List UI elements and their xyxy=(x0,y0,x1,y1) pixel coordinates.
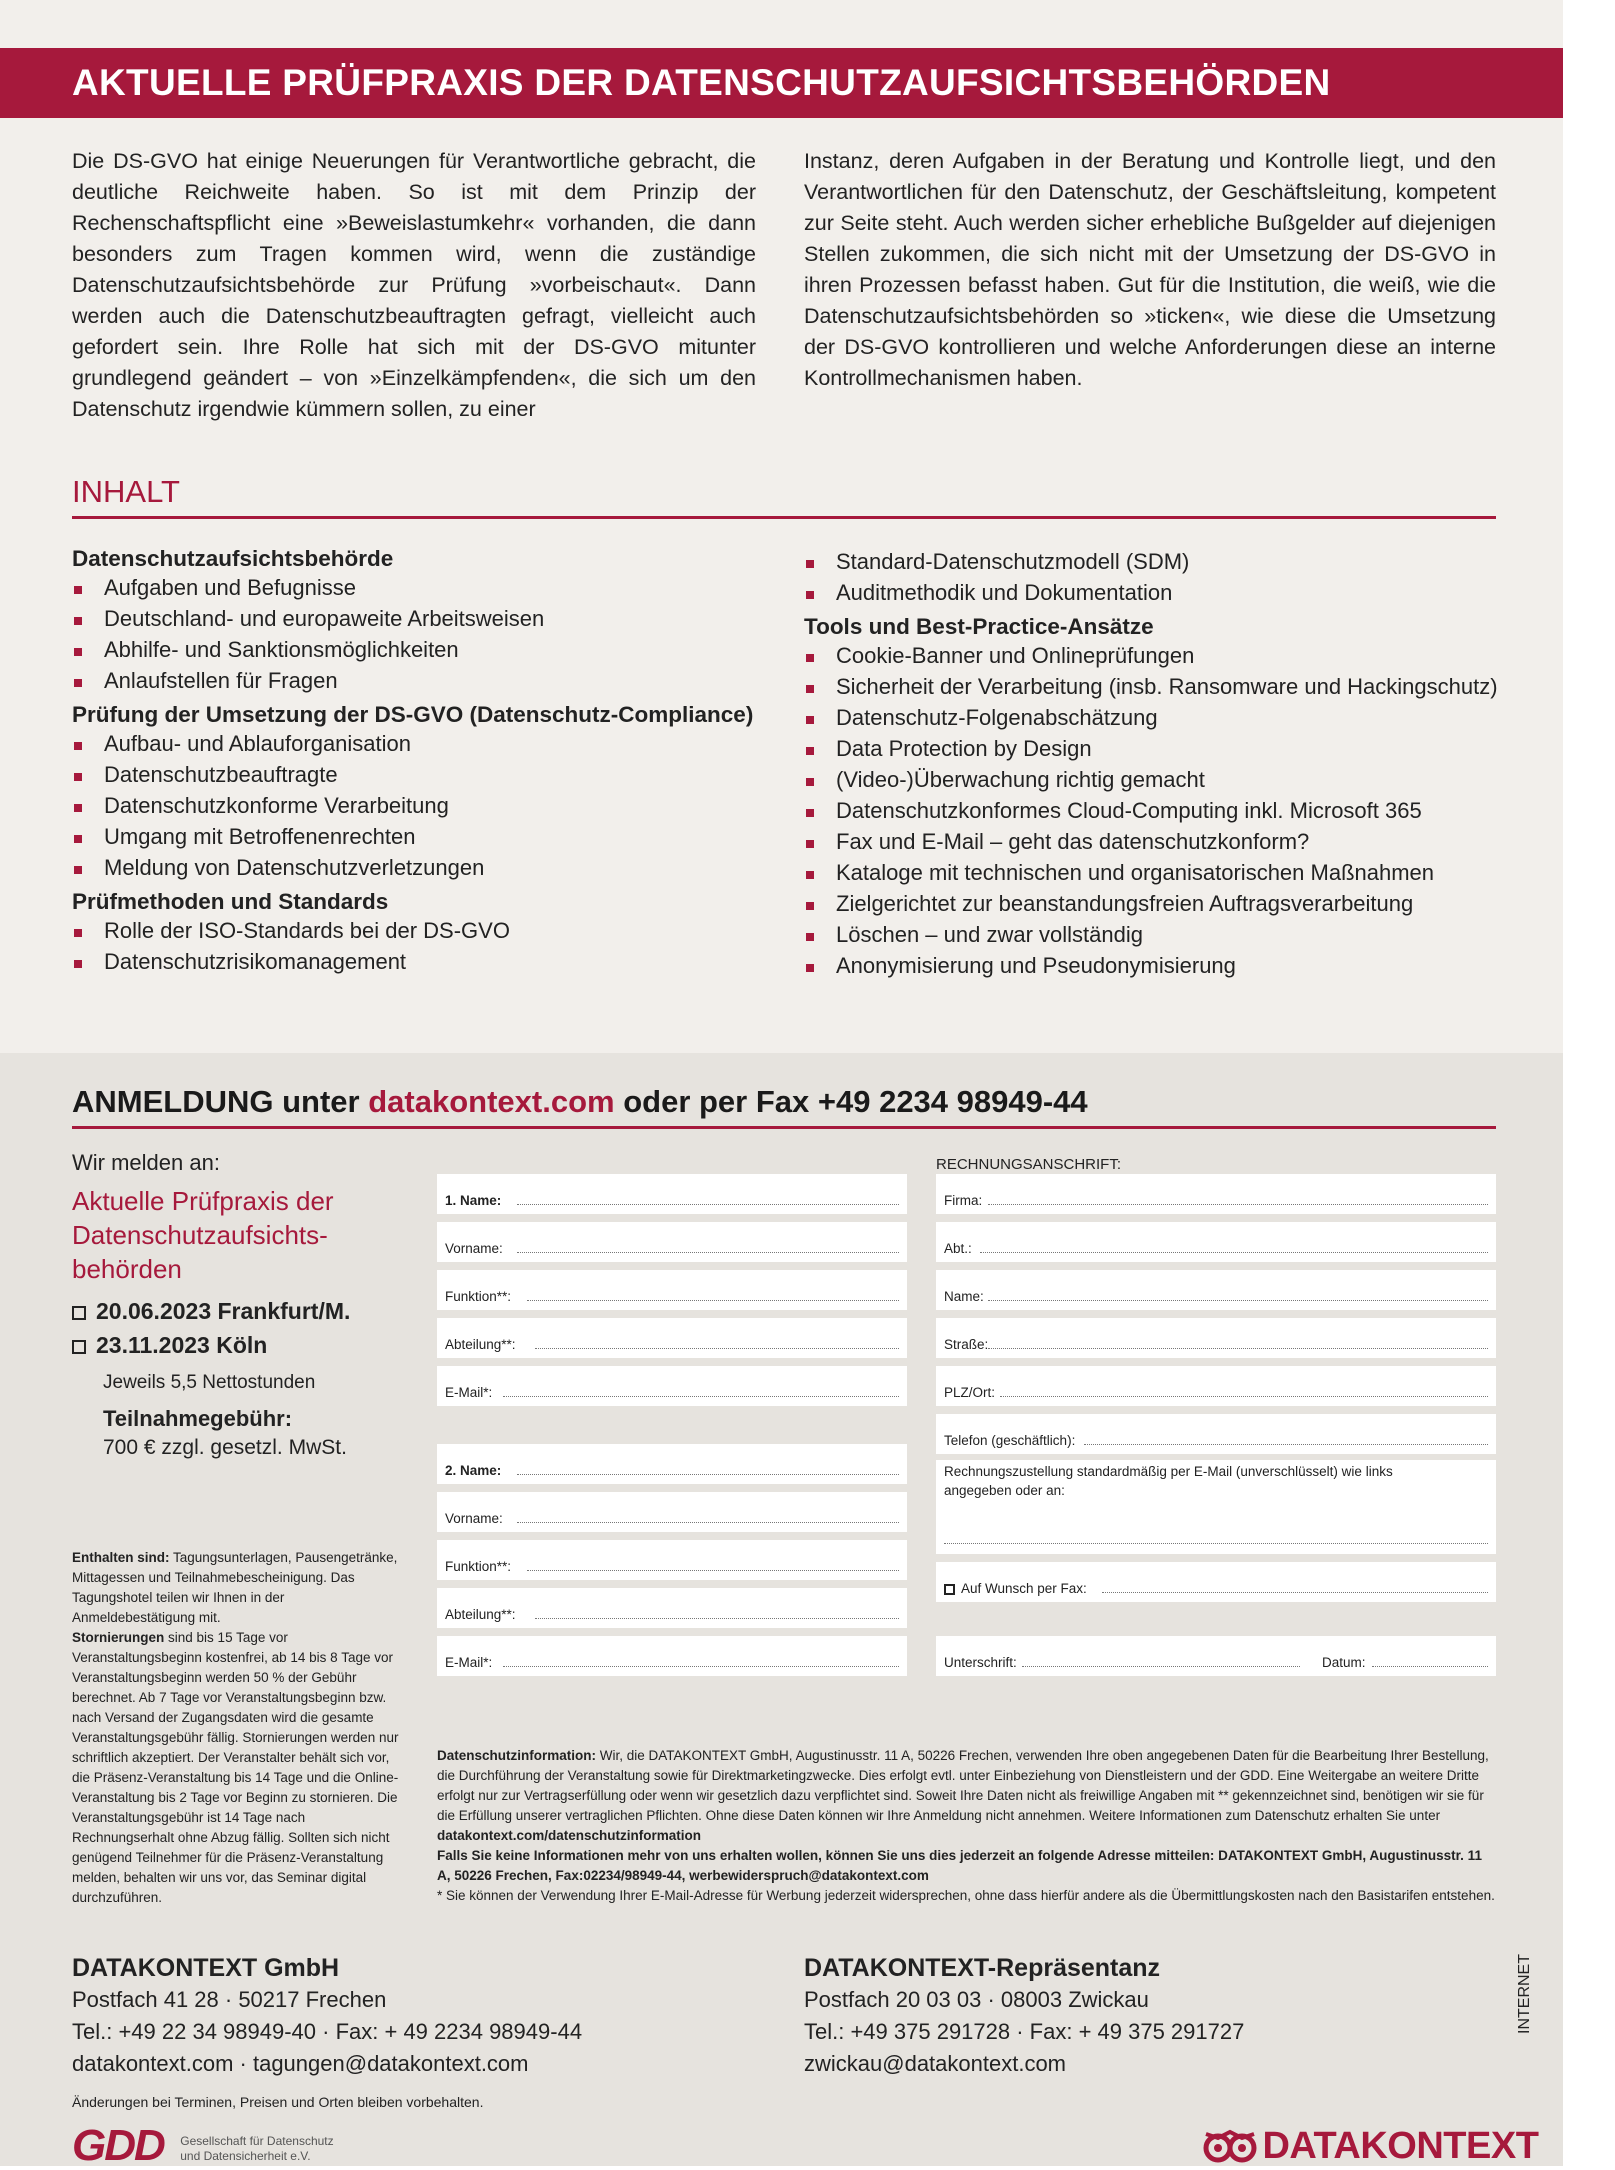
field-label: Abteilung**: xyxy=(445,1607,516,1622)
privacy-text: Wir, die DATAKONTEXT GmbH, Augustinusstr. 11 A, 50226 Frechen, verwenden Ihre oben angegebenen Daten für die Bearbeitung Ihrer Bestellung, die Durchführung der Veranstaltung sowie für Direktmarketingzwecke. Dies erfolgt evtl. unter Einbeziehung von Dienstleistern und der GDD. Eine Weitergabe an weitere Dritte erfolgt nur zur Vertragserfüllung oder wenn wir gesetzlich dazu verpflichtet sind. Soweit Ihre Daten nicht als freiwillige Angaben mit ** gekennzeichnet sind, benötigen wir sie für die Erfüllung unserer vertraglichen Pflichten. Ohne diese Daten können wir Ihre Anmeldung nicht annehmen. Weitere Informationen zum Datenschutz erhalten Sie unter xyxy=(437,1748,1489,1823)
owl-icon xyxy=(1202,2126,1258,2166)
internet-side-label xyxy=(1516,2018,1534,2034)
list-item: Data Protection by Design xyxy=(804,733,1524,764)
list-item: Anonymisierung und Pseudonymisierung xyxy=(804,950,1524,981)
field-label: 1. Name: xyxy=(445,1193,502,1208)
person2-vorname-field[interactable] xyxy=(437,1492,907,1535)
list-item: Rolle der ISO-Standards bei der DS-GVO xyxy=(72,915,772,946)
gdd-logo-mark: GDD xyxy=(72,2121,164,2170)
date-option-1[interactable] xyxy=(72,1298,350,1325)
list-item: Zielgerichtet zur beanstandungsfreien Auftragsverarbeitung xyxy=(804,888,1524,919)
field-line xyxy=(527,1570,899,1571)
list-item: Fax und E-Mail – geht das datenschutzkonform? xyxy=(804,826,1524,857)
registration-heading-suffix: oder per Fax +49 2234 98949-44 xyxy=(623,1084,1088,1119)
field-line xyxy=(517,1252,899,1253)
company-name: DATAKONTEXT GmbH xyxy=(72,1954,340,1982)
company-name: DATAKONTEXT-Repräsentanz xyxy=(804,1954,1161,1982)
person2-name-field[interactable] xyxy=(437,1444,907,1487)
group-title: Prüfmethoden und Standards xyxy=(72,889,389,914)
gdd-line: und Datensicherheit e.V. xyxy=(180,2149,311,2163)
fax-option[interactable] xyxy=(944,1581,1087,1596)
invoice-note-box[interactable] xyxy=(936,1460,1496,1554)
list-item: Abhilfe- und Sanktionsmöglichkeiten xyxy=(72,634,772,665)
field-label: Telefon (geschäftlich): xyxy=(944,1433,1076,1448)
registration-heading xyxy=(72,1084,1088,1120)
field-label: Abteilung**: xyxy=(445,1337,516,1352)
field-label: Datum: xyxy=(1322,1655,1366,1670)
field-label: 2. Name: xyxy=(445,1463,502,1478)
person1-abteilung-field[interactable] xyxy=(437,1318,907,1361)
address-zwickau xyxy=(804,1952,1244,2080)
privacy-opt-out: Falls Sie keine Informationen mehr von uns erhalten wollen, können Sie uns dies jederzeit an folgende Adresse mitteilen: DATAKONTEXT GmbH, Augustinusstr. 11 A, 50226 Frechen, Fax:02234/98949-44, werbewiderspruch@datakontext.com xyxy=(437,1848,1482,1883)
billing-strasse-field[interactable] xyxy=(936,1318,1496,1361)
field-line xyxy=(944,1543,1488,1544)
privacy-label: Datenschutzinformation: xyxy=(437,1748,597,1763)
person1-name-field[interactable] xyxy=(437,1174,907,1217)
signature-field[interactable] xyxy=(936,1636,1496,1679)
person1-email-field[interactable] xyxy=(437,1366,907,1409)
billing-abt-field[interactable] xyxy=(936,1222,1496,1265)
field-line xyxy=(1372,1666,1488,1667)
wir-melden-label: Wir melden an: xyxy=(72,1150,220,1175)
inhalt-group-tools xyxy=(804,614,1524,981)
address-line: Postfach 20 03 03 · 08003 Zwickau xyxy=(804,1987,1149,2012)
gdd-line: Gesellschaft für Datenschutz xyxy=(180,2134,334,2148)
inhalt-group-3 xyxy=(72,889,772,977)
field-line xyxy=(535,1348,899,1349)
person2-abteilung-field[interactable] xyxy=(437,1588,907,1631)
field-label: Funktion**: xyxy=(445,1289,512,1304)
list-item: Cookie-Banner und Onlineprüfungen xyxy=(804,640,1524,671)
hours-note: Jeweils 5,5 Nettostunden xyxy=(103,1372,316,1393)
title-band xyxy=(0,48,1563,118)
field-line xyxy=(503,1666,899,1667)
field-line xyxy=(1000,1396,1488,1397)
event-title: Aktuelle Prüfpraxis der Datenschutzaufsichts-behörden xyxy=(72,1186,334,1284)
field-line xyxy=(988,1348,1488,1349)
person2-email-field[interactable] xyxy=(437,1636,907,1679)
field-label: E-Mail*: xyxy=(445,1655,493,1670)
datakontext-wordmark: DATAKONTEXT xyxy=(1262,2125,1539,2167)
group-title: Tools und Best-Practice-Ansätze xyxy=(804,614,1154,639)
field-line xyxy=(980,1252,1488,1253)
page-title: AKTUELLE PRÜFPRAXIS DER DATENSCHUTZAUFSICHTSBEHÖRDEN xyxy=(72,62,1331,103)
person1-funktion-field[interactable] xyxy=(437,1270,907,1313)
list-item: Umgang mit Betroffenenrechten xyxy=(72,821,772,852)
inhalt-heading: INHALT xyxy=(72,474,180,509)
intro-right: Instanz, deren Aufgaben in der Beratung und Kontrolle liegt, und den Verantwortlichen für den Datenschutz, der Geschäftsleitung, kompetent zur Seite steht. Auch werden sicher erhebliche Bußgelder auf diejenigen Stellen zukommen, die sich nicht mit der Umsetzung der DS-GVO in ihren Prozessen befasst haben. Gut für die Institution, die weiß, wie die Datenschutzaufsichtsbehörden so »ticken«, wie diese die Umsetzung der DS-GVO kontrollieren und welche Anforderungen diese an interne Kontrollmechanismen haben. xyxy=(804,149,1496,390)
fee-value: 700 € zzgl. gesetzl. MwSt. xyxy=(103,1436,347,1459)
field-line xyxy=(535,1618,899,1619)
phone-line: Tel.: +49 375 291728 · Fax: + 49 375 291727 xyxy=(804,2019,1245,2044)
list-item: Standard-Datenschutzmodell (SDM) xyxy=(804,546,1524,577)
terms-text xyxy=(72,1548,402,1908)
date-label: 23.11.2023 Köln xyxy=(96,1332,268,1358)
privacy-link[interactable]: datakontext.com/datenschutzinformation xyxy=(437,1828,702,1843)
billing-heading: RECHNUNGSANSCHRIFT: xyxy=(936,1156,1122,1173)
list-item: Anlaufstellen für Fragen xyxy=(72,665,772,696)
field-label: Funktion**: xyxy=(445,1559,512,1574)
privacy-info xyxy=(437,1746,1496,1906)
group-title: Datenschutzaufsichtsbehörde xyxy=(72,546,394,571)
field-line xyxy=(1022,1666,1300,1667)
list-item: (Video-)Überwachung richtig gemacht xyxy=(804,764,1524,795)
list-item: Datenschutzrisikomanagement xyxy=(72,946,772,977)
invoice-note: Rechnungszustellung standardmäßig per E-Mail (unverschlüsselt) wie links angegeben oder an: xyxy=(944,1464,1393,1498)
group-title: Prüfung der Umsetzung der DS-GVO (Datenschutz-Compliance) xyxy=(72,702,754,727)
field-line xyxy=(517,1474,899,1475)
address-frechen xyxy=(72,1952,582,2080)
date-option-2[interactable] xyxy=(72,1332,267,1359)
inhalt-rule xyxy=(72,516,1496,519)
inhalt-left-column xyxy=(72,542,772,983)
phone-line: Tel.: +49 22 34 98949-40 · Fax: + 49 2234 98949-44 xyxy=(72,2019,583,2044)
fax-request-field[interactable] xyxy=(936,1562,1496,1605)
list-item: Meldung von Datenschutzverletzungen xyxy=(72,852,772,883)
address-line: Postfach 41 28 · 50217 Frechen xyxy=(72,1987,387,2012)
list-item: Deutschland- und europaweite Arbeitsweisen xyxy=(72,603,772,634)
field-label: E-Mail*: xyxy=(445,1385,493,1400)
person1-vorname-field[interactable] xyxy=(437,1222,907,1265)
registration-heading-prefix: ANMELDUNG unter xyxy=(72,1084,360,1119)
storno-label: Stornierungen xyxy=(72,1630,165,1645)
storno-text: sind bis 15 Tage vor Veranstaltungsbeginn kostenfrei, ab 14 bis 8 Tage vor Veranstaltungsbeginn werden 50 % der Gebühr berechnet. Ab 7 Tage vor Veranstaltungsbeginn bzw. nach Versand der Zugangsdaten wird die gesamte Veranstaltungsgebühr fällig. Stornierungen werden nur schriftlich akzeptiert. Der Veranstalter behält sich vor, die Präsenz-Veranstaltung bis 14 Tage und die Online-Veranstaltung bis 2 Tage vor Beginn zu stornieren. Die Veranstaltungsgebühr ist 14 Tage nach Rechnungserhalt ohne Abzug fällig. Sollten sich nicht genügend Teilnehmer für die Präsenz-Veranstaltung melden, behalten wir uns vor, das Seminar digital durchzuführen. xyxy=(72,1630,399,1905)
field-line xyxy=(517,1204,899,1205)
list-item: Datenschutz-Folgenabschätzung xyxy=(804,702,1524,733)
field-label: Unterschrift: xyxy=(944,1655,1017,1670)
list-item: Aufgaben und Befugnisse xyxy=(72,572,772,603)
billing-firma-field[interactable] xyxy=(936,1174,1496,1217)
datakontext-logo xyxy=(1202,2126,1538,2166)
registration-rule xyxy=(72,1126,1496,1129)
billing-plz-field[interactable] xyxy=(936,1366,1496,1409)
gdd-logo xyxy=(72,2121,334,2170)
field-label: Auf Wunsch per Fax: xyxy=(961,1581,1087,1596)
intro-left: Die DS-GVO hat einige Neuerungen für Verantwortliche gebracht, die deutliche Reichweite haben. So ist mit dem Prinzip der Rechenschaftspflicht eine »Beweislastumkehr« vorhanden, die dann besonders zum Tragen kommen wird, wenn die zuständige Datenschutzaufsichtsbehörde zur Prüfung »vorbeischaut«. Dann werden auch die Datenschutzbeauftragten gefragt, vielleicht auch gefordert sein. Ihre Rolle hat sich mit der DS-GVO mitunter grundlegend geändert – von »Einzelkämpfenden«, die sich um den Datenschutz irgendwie kümmern sollen, zu einer xyxy=(72,149,756,421)
list-item: Löschen – und zwar vollständig xyxy=(804,919,1524,950)
field-label: Firma: xyxy=(944,1193,983,1208)
gdd-logo-text xyxy=(180,2134,333,2164)
fee-label: Teilnahmegebühr: xyxy=(103,1406,293,1431)
enthalten-label: Enthalten sind: xyxy=(72,1550,170,1565)
field-line xyxy=(517,1522,899,1523)
checkbox-icon[interactable] xyxy=(944,1584,955,1595)
inhalt-group-1 xyxy=(72,546,772,696)
website-link[interactable]: datakontext.com xyxy=(368,1084,615,1119)
list-item: Datenschutzkonforme Verarbeitung xyxy=(72,790,772,821)
web-email-line[interactable]: datakontext.com · tagungen@datakontext.com xyxy=(72,2051,529,2076)
field-line xyxy=(1102,1592,1488,1593)
list-item: Auditmethodik und Dokumentation xyxy=(804,577,1524,608)
inhalt-group-2 xyxy=(72,702,772,883)
checkbox-icon[interactable] xyxy=(72,1340,86,1354)
enthalten-text: Tagungsunterlagen, Pausengetränke, Mittagessen und Teilnahmebescheinigung. Das Tagungshotel teilen wir Ihnen in der Anmeldebestätigung mit. xyxy=(72,1550,398,1625)
date-label: 20.06.2023 Frankfurt/M. xyxy=(96,1298,351,1324)
field-line xyxy=(988,1300,1488,1301)
list-item: Sicherheit der Verarbeitung (insb. Ransomware und Hackingschutz) xyxy=(804,671,1524,702)
billing-name-field[interactable] xyxy=(936,1270,1496,1313)
checkbox-icon[interactable] xyxy=(72,1306,86,1320)
billing-telefon-field[interactable] xyxy=(936,1414,1496,1457)
field-label: Name: xyxy=(944,1289,984,1304)
inhalt-right-column xyxy=(804,542,1524,987)
field-label: Vorname: xyxy=(445,1511,503,1526)
list-item: Kataloge mit technischen und organisatorischen Maßnahmen xyxy=(804,857,1524,888)
field-label: Straße: xyxy=(944,1337,989,1352)
field-label: PLZ/Ort: xyxy=(944,1385,996,1400)
field-line xyxy=(503,1396,899,1397)
list-item: Datenschutzkonformes Cloud-Computing inkl. Microsoft 365 xyxy=(804,795,1524,826)
field-line xyxy=(988,1204,1488,1205)
field-line xyxy=(527,1300,899,1301)
person2-funktion-field[interactable] xyxy=(437,1540,907,1583)
privacy-footnote: * Sie können der Verwendung Ihrer E-Mail-Adresse für Werbung jederzeit widersprechen, ohne dass hierfür andere als die Übermittlungskosten nach den Basistarifen entstehen. xyxy=(437,1888,1495,1903)
list-item: Aufbau- und Ablauforganisation xyxy=(72,728,772,759)
email-line[interactable]: zwickau@datakontext.com xyxy=(804,2051,1067,2076)
field-line xyxy=(1084,1444,1488,1445)
list-item: Datenschutzbeauftragte xyxy=(72,759,772,790)
field-label: Abt.: xyxy=(944,1241,972,1256)
changes-note: Änderungen bei Terminen, Preisen und Orten bleiben vorbehalten. xyxy=(72,2094,484,2110)
field-label: Vorname: xyxy=(445,1241,503,1256)
